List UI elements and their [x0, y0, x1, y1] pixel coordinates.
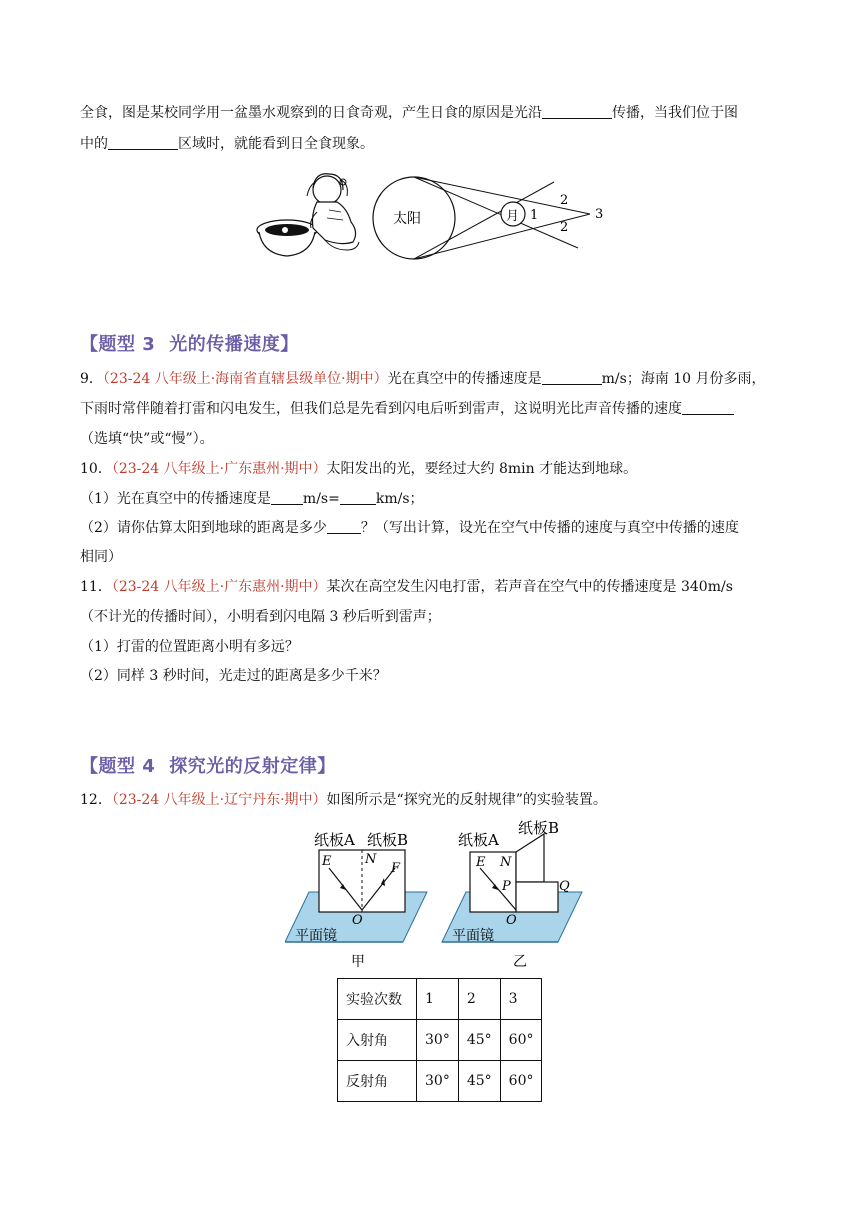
section-label: 题型 4: [98, 756, 156, 777]
question-11: 11．（23-24 八年级上·广东惠州·期中）某次在高空发生闪电打雷，若声音在空气中的传播速度是 340m/s: [80, 579, 733, 595]
table-cell: 30°: [417, 1020, 459, 1061]
question-number: 9．: [80, 371, 103, 387]
table-row-header: 反射角: [338, 1061, 417, 1102]
section-title: 光的传播速度: [169, 334, 281, 355]
question-11-sub-1: （1）打雷的位置距离小明有多远？: [80, 639, 299, 655]
table-cell: 30°: [417, 1061, 459, 1102]
question-12: 12．（23-24 八年级上·辽宁丹东·期中）如图所示是“探究光的反射规律”的实验装置。: [80, 792, 607, 808]
intro-line-1: [80, 103, 738, 123]
board-a-label: 纸板A: [314, 831, 355, 849]
label-o: O: [506, 913, 517, 928]
question-number: 10．: [80, 461, 112, 477]
mirror-label: 平面镜: [452, 928, 494, 944]
section-4-heading: 【题型 4 探究光的反射定律】: [80, 756, 336, 777]
intro-text: 全食，图是某校同学用一盆墨水观察到的日食奇观，产生日食的原因是光沿: [80, 105, 542, 121]
question-source: （23-24 八年级上·辽宁丹东·期中）: [111, 792, 327, 808]
answer-blank: [327, 519, 361, 534]
intro-text: 区域时，就能看到日全食现象。: [178, 136, 374, 152]
mirror-label: 平面镜: [295, 928, 337, 944]
answer-blank: [542, 370, 602, 385]
label-q: Q: [559, 879, 570, 894]
experiment-data-table: [337, 978, 542, 1102]
sun-label: 太阳: [393, 211, 421, 227]
region-3-label: 3: [595, 207, 604, 222]
question-10-sub-2-cont: 相同）: [80, 549, 122, 565]
question-11-line-2: （不计光的传播时间），小明看到闪电隔 3 秒后听到雷声；: [80, 609, 441, 625]
question-9-line-3: （选填“快”或“慢”）。: [80, 431, 214, 447]
section-3-heading: 【题型 3 光的传播速度】: [80, 334, 299, 355]
question-11-sub-2: （2）同样 3 秒时间，光走过的距离是多少千米？: [80, 668, 387, 684]
table-row: [338, 979, 542, 1020]
board-b-label: 纸板B: [367, 831, 409, 849]
question-10-sub-1: （1）光在真空中的传播速度是 m/s= km/s；: [80, 491, 424, 507]
answer-blank: [542, 104, 612, 119]
question-9-line-2: 下雨时常伴随着打雷和闪电发生，但我们总是先看到闪电后听到雷声，这说明光比声音传播的速度: [80, 399, 734, 419]
table-cell: 45°: [458, 1020, 500, 1061]
region-2-top-label: 2: [560, 193, 569, 208]
question-9: 9．（23-24 八年级上·海南省直辖县级单位·期中）光在真空中的传播速度是 m/s；海南 10 月份多雨，: [80, 371, 766, 387]
label-e: E: [476, 855, 486, 870]
section-title: 探究光的反射定律: [169, 756, 318, 777]
intro-text: 中的: [80, 136, 108, 152]
label-f: F: [391, 861, 401, 876]
table-cell: 2: [458, 979, 500, 1020]
label-p: P: [502, 879, 511, 894]
table-row-header: 入射角: [338, 1020, 417, 1061]
answer-blank: [340, 490, 376, 505]
table-cell: 45°: [458, 1061, 500, 1102]
girl-with-ink-basin-illustration: [255, 168, 367, 260]
question-source: （23-24 八年级上·海南省直辖县级单位·期中）: [102, 371, 388, 387]
intro-text: 传播，当我们位于图: [612, 105, 738, 121]
region-2-bottom-label: 2: [560, 220, 569, 235]
moon-label: 月: [506, 209, 520, 224]
table-cell: 60°: [500, 1061, 542, 1102]
question-number: 11．: [80, 579, 112, 595]
answer-blank: [682, 400, 734, 415]
table-row: [338, 1061, 542, 1102]
question-number: 12．: [80, 792, 112, 808]
reflection-setup-figure-b: [440, 818, 590, 973]
table-cell: 1: [417, 979, 459, 1020]
section-label: 题型 3: [98, 334, 156, 355]
table-cell: 3: [500, 979, 542, 1020]
label-o: O: [352, 913, 363, 928]
table-row-header: 实验次数: [338, 979, 417, 1020]
question-10: 10．（23-24 八年级上·广东惠州·期中）太阳发出的光，要经过大约 8min 才能达到地球。: [80, 461, 638, 477]
label-n: N: [500, 855, 512, 870]
figure-caption-a: 甲: [351, 954, 365, 970]
label-n: N: [365, 852, 377, 867]
board-b-label: 纸板B: [518, 819, 560, 837]
region-1-label: 1: [530, 208, 539, 223]
board-a-label: 纸板A: [458, 831, 499, 849]
reflection-setup-figure-a: [285, 828, 430, 973]
intro-line-2: [80, 134, 374, 154]
table-cell: 60°: [500, 1020, 542, 1061]
figure-caption-b: 乙: [513, 954, 527, 970]
question-source: （23-24 八年级上·广东惠州·期中）: [111, 461, 327, 477]
solar-eclipse-diagram: [370, 170, 610, 270]
label-e: E: [322, 854, 332, 869]
answer-blank: [271, 490, 303, 505]
answer-blank: [108, 135, 178, 150]
question-source: （23-24 八年级上·广东惠州·期中）: [111, 579, 327, 595]
question-10-sub-2: （2）请你估算太阳到地球的距离是多少 ？（写出计算，设光在空气中传播的速度与真空中传播的速度: [80, 520, 739, 536]
table-row: [338, 1020, 542, 1061]
